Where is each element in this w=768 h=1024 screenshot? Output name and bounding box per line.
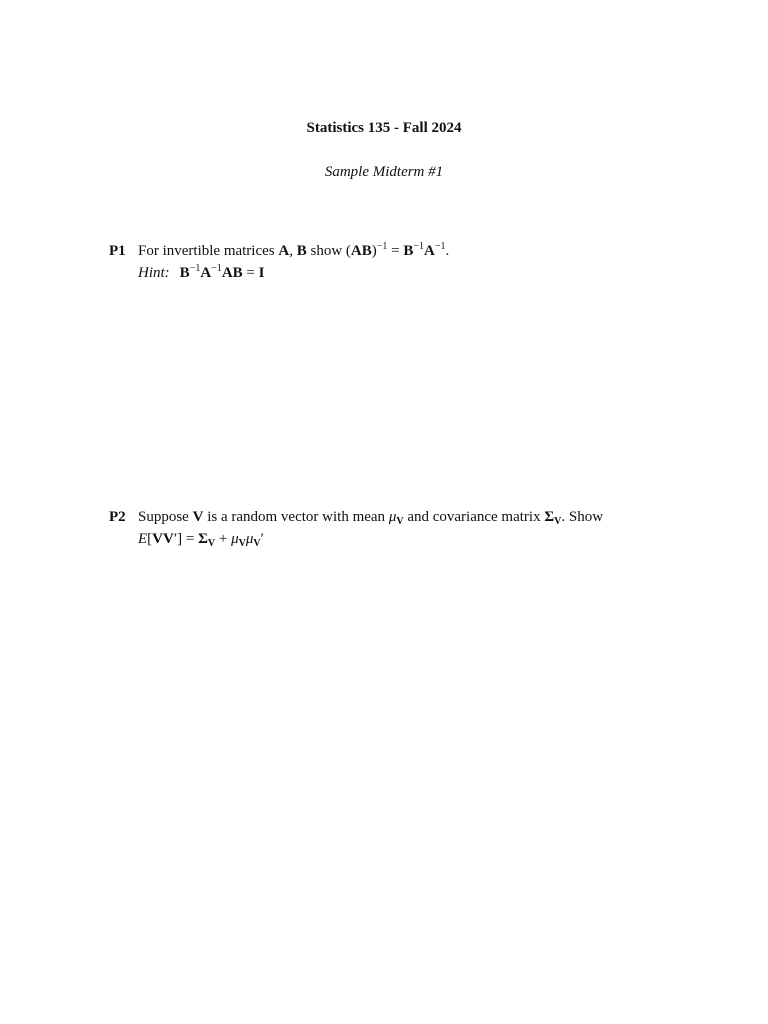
matrix-symbol: A (278, 243, 290, 259)
problem-label: P2 (109, 509, 126, 525)
exponent: −1 (413, 241, 425, 252)
matrix-symbol: AB (350, 243, 372, 259)
bracket: ] (177, 531, 183, 547)
problem-hint (138, 262, 264, 284)
subscript: V (253, 538, 261, 549)
problem-statement (138, 506, 603, 528)
matrix-symbol: I (258, 265, 265, 281)
subscript: V (396, 516, 404, 527)
vector-symbol: VV (152, 531, 174, 547)
problem-label: P1 (109, 243, 126, 259)
matrix-symbol: AB (221, 265, 243, 281)
statement-text: Suppose (138, 509, 193, 525)
matrix-symbol: B (296, 243, 307, 259)
mu-symbol: μ (231, 531, 239, 547)
equals-sign: = (242, 265, 259, 281)
exponent: −1 (376, 241, 388, 252)
hint-label: Hint: (138, 265, 170, 281)
statement-text: ) (371, 243, 377, 259)
statement-text: , (289, 243, 297, 259)
subscript: V (207, 538, 216, 549)
document-subtitle: Sample Midterm #1 (324, 164, 444, 180)
equals-sign: = (182, 531, 199, 547)
exponent: −1 (211, 263, 222, 274)
prime-symbol: ′ (173, 531, 178, 547)
sigma-symbol: Σ (198, 531, 208, 547)
bracket: [ (147, 531, 153, 547)
matrix-symbol: A (424, 243, 435, 259)
matrix-symbol: B (403, 243, 414, 259)
expectation-symbol: E (138, 531, 148, 547)
statement-text: . (445, 243, 450, 259)
problem-statement (138, 240, 449, 262)
exponent: −1 (434, 241, 446, 252)
statement-text: For invertible matrices (138, 243, 279, 259)
mu-symbol: μ (388, 509, 397, 525)
sigma-symbol: Σ (544, 509, 555, 525)
vector-symbol: V (192, 509, 204, 525)
subscript: V (238, 538, 246, 549)
document-title: Statistics 135 - Fall 2024 (306, 120, 462, 136)
matrix-symbol: A (200, 265, 212, 281)
mu-symbol: μ (245, 531, 254, 547)
problem-equation (138, 528, 264, 550)
statement-text: . Show (561, 509, 604, 525)
equals-sign: = (387, 243, 404, 259)
statement-text: show ( (306, 243, 351, 259)
statement-text: is a random vector with mean (203, 509, 389, 525)
statement-text: and covariance matrix (403, 509, 545, 525)
prime-symbol: ′ (260, 531, 264, 547)
plus-sign: + (215, 531, 232, 547)
subscript: V (554, 516, 562, 527)
matrix-symbol: B (179, 265, 190, 281)
exponent: −1 (189, 263, 201, 274)
